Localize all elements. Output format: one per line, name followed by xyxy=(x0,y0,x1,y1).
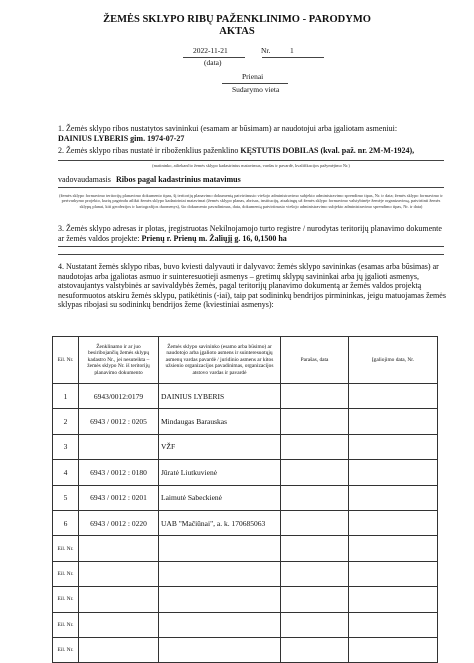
cell-signature xyxy=(281,485,349,510)
document-title-line2: AKTAS xyxy=(219,26,255,37)
place-value: Prienai xyxy=(242,72,264,81)
cell-authorization xyxy=(349,409,438,434)
act-date: 2022-11-21 xyxy=(193,46,228,55)
cell-nr: Eil. Nr. xyxy=(53,612,79,637)
guided-rule xyxy=(58,187,444,188)
table-row xyxy=(53,612,438,637)
table-row xyxy=(53,510,438,535)
cell-cadastre-nr: 6943/0012:0179 xyxy=(79,384,159,409)
col-header-signature: Parašas, data xyxy=(281,337,349,384)
table-row xyxy=(53,384,438,409)
cell-person-name: Laimutė Sabeckienė xyxy=(159,485,281,510)
section3-rule-1 xyxy=(58,246,444,247)
cell-nr: 1 xyxy=(53,384,79,409)
cell-person-name xyxy=(159,587,281,612)
nr-label: Nr. xyxy=(261,46,271,55)
cell-cadastre-nr xyxy=(79,536,159,561)
cell-person-name: Jūratė Liutkuvienė xyxy=(159,460,281,485)
cell-signature xyxy=(281,561,349,586)
cell-cadastre-nr: 6943 / 0012 : 0201 xyxy=(79,485,159,510)
place-caption: Sudarymo vieta xyxy=(232,85,280,94)
cell-nr: 2 xyxy=(53,409,79,434)
cell-person-name xyxy=(159,612,281,637)
guided-label: vadovaudamasis xyxy=(58,175,111,184)
section2-rule xyxy=(58,160,444,161)
section2-text xyxy=(58,146,458,156)
cell-person-name: UAB "Mačiūnai", a. k. 170685063 xyxy=(159,510,281,535)
col-header-authorization: Įgaliojimo data, Nr. xyxy=(349,337,438,384)
cell-authorization xyxy=(349,384,438,409)
cell-signature xyxy=(281,434,349,459)
table-row xyxy=(53,409,438,434)
table-row xyxy=(53,536,438,561)
cell-authorization xyxy=(349,434,438,459)
document-caption: (žemės sklypo formavimo teritorijų planavimo dokumento tipas, šį teritorijų planavimo dokumentą patvirtinusio viešojo administravimo subjekto administravimo sprendimo tipas, Nr. ir data; žemės sklypo formavimo ir pertvarkymo projekto, kurių pagrindu atlikti žemės sklypo kadastriniai matavimai (žemės sklypo planas, abrisas, institucijų, atsakingų už žemės sklypo formavimo valstybinėje žemėje organizavimą, patvirtinti žemės sklypų planai, kiti geodezijos ir kartografijos duomenys), šio dokumento pavadinimas, data, dokumentą patvirtinusio viešojo administravimo subjekto administravimo sprendimo tipas, Nr. ir data) xyxy=(59,193,443,209)
cell-cadastre-nr xyxy=(79,612,159,637)
cell-cadastre-nr: 6943 / 0012 : 0180 xyxy=(79,460,159,485)
cell-signature xyxy=(281,460,349,485)
nr-underline xyxy=(262,57,324,58)
cell-authorization xyxy=(349,637,438,662)
table-row xyxy=(53,485,438,510)
col-header-person: Žemės sklypo savininko (esamo arba būsimo) ar naudotojo arba įgalioto asmens ir suinteresuotųjų asmenų vardas pavardė / juridinio asmens ar kitos užsienio organizacijos pavadinimas, organizacijos atstovo vardas ir pavardė xyxy=(159,337,281,384)
cell-person-name: Mindaugas Barauskas xyxy=(159,409,281,434)
table-row xyxy=(53,434,438,459)
cell-cadastre-nr xyxy=(79,587,159,612)
section3-prefix: 3. Žemės sklypo adresas ir plotas, įregistruotas Nekilnojamojo turto registre / nurodytas teritorijų planavimo dokumente ar žemės valdos projekte: xyxy=(58,224,442,243)
cell-authorization xyxy=(349,510,438,535)
cell-cadastre-nr: 6943 / 0012 : 0205 xyxy=(79,409,159,434)
cell-signature xyxy=(281,612,349,637)
cell-authorization xyxy=(349,561,438,586)
cell-authorization xyxy=(349,587,438,612)
plot-address: Prienų r. Prienų m. Žaliųjį g. 16, 0,1500 ha xyxy=(141,233,287,243)
cell-signature xyxy=(281,510,349,535)
cell-person-name: VŽF xyxy=(159,434,281,459)
section3-text xyxy=(58,224,444,243)
cell-authorization xyxy=(349,536,438,561)
date-caption: (data) xyxy=(204,58,222,67)
participants-table xyxy=(52,336,438,663)
place-underline xyxy=(222,83,288,84)
cell-signature xyxy=(281,409,349,434)
cell-authorization xyxy=(349,460,438,485)
cell-nr: Eil. Nr. xyxy=(53,561,79,586)
table-row xyxy=(53,561,438,586)
surveyor-caption: (matininko, atliekančio žemės sklypo kadastrinius matavimus, vardas ir pavardė, kvalifikacijos pažymėjimo Nr.) xyxy=(152,163,350,168)
cell-nr: Eil. Nr. xyxy=(53,637,79,662)
act-number: 1 xyxy=(290,46,294,55)
section1-text: 1. Žemės sklypo ribos nustatytos savininkui (esamam ar būsimam) ar naudotojui arba įgaliotam asmeniui: xyxy=(58,124,398,133)
table-row xyxy=(53,637,438,662)
section2-prefix: 2. Žemės sklypo ribas nustatė ir riboženklius paženklino xyxy=(58,146,241,155)
cell-authorization xyxy=(349,612,438,637)
cell-person-name xyxy=(159,561,281,586)
cell-nr: 6 xyxy=(53,510,79,535)
cell-signature xyxy=(281,587,349,612)
cell-nr: 3 xyxy=(53,434,79,459)
guided-value: Ribos pagal kadastrinius matavimus xyxy=(116,175,241,184)
cell-nr: Eil. Nr. xyxy=(53,587,79,612)
cell-person-name xyxy=(159,536,281,561)
cell-authorization xyxy=(349,485,438,510)
cell-cadastre-nr xyxy=(79,637,159,662)
col-header-nr: Eil. Nr. xyxy=(53,337,79,384)
table-row xyxy=(53,460,438,485)
document-title: ŽEMĖS SKLYPO RIBŲ PAŽENKLINIMO - PARODYMO xyxy=(103,14,371,25)
cell-signature xyxy=(281,637,349,662)
cell-person-name: DAINIUS LYBERIS xyxy=(159,384,281,409)
cell-nr: 5 xyxy=(53,485,79,510)
cell-cadastre-nr xyxy=(79,434,159,459)
table-row xyxy=(53,587,438,612)
surveyor-name: KĘSTUTIS DOBILAS (kval. paž. nr. 2M-M-1924), xyxy=(240,146,415,155)
cell-cadastre-nr xyxy=(79,561,159,586)
section4-text: 4. Nustatant žemės sklypo ribas, buvo kviesti dalyvauti ir dalyvavo: žemės sklypo savininkas (esamas arba būsimas) ar naudotojas arba įgaliotas asmuo ir suinteresuotieji asmenys – gretimų sklypų savininkai arba jų įgalioti asmenys, atstovaujantys valstybinės ar savivaldybės žemės, pagal teritorijų planavimo dokumentą ar žemės valdos projektą nesuformuotos atskiru žemės sklypu, patikėtinis (-iai), taip pat sodininkų bendrijos pirmininkas, jeigu matuojamas žemės sklypas ribojasi su sodininkų bendrijos žeme (kviestiniai asmenys): xyxy=(58,262,446,309)
owner-name: DAINIUS LYBERIS gim. 1974-07-27 xyxy=(58,134,185,143)
cell-signature xyxy=(281,384,349,409)
table-header-row xyxy=(53,337,438,384)
section3-rule-2 xyxy=(58,254,444,255)
cell-person-name xyxy=(159,637,281,662)
cell-nr: 4 xyxy=(53,460,79,485)
cell-cadastre-nr: 6943 / 0012 : 0220 xyxy=(79,510,159,535)
col-header-cadastre: Ženklinamo ir ar juo besiribojančių žemės sklypų kadastro Nr., jei nesuteikta – žemės sklypo Nr. iš teritorijų planavimo dokumento xyxy=(79,337,159,384)
cell-nr: Eil. Nr. xyxy=(53,536,79,561)
cell-signature xyxy=(281,536,349,561)
